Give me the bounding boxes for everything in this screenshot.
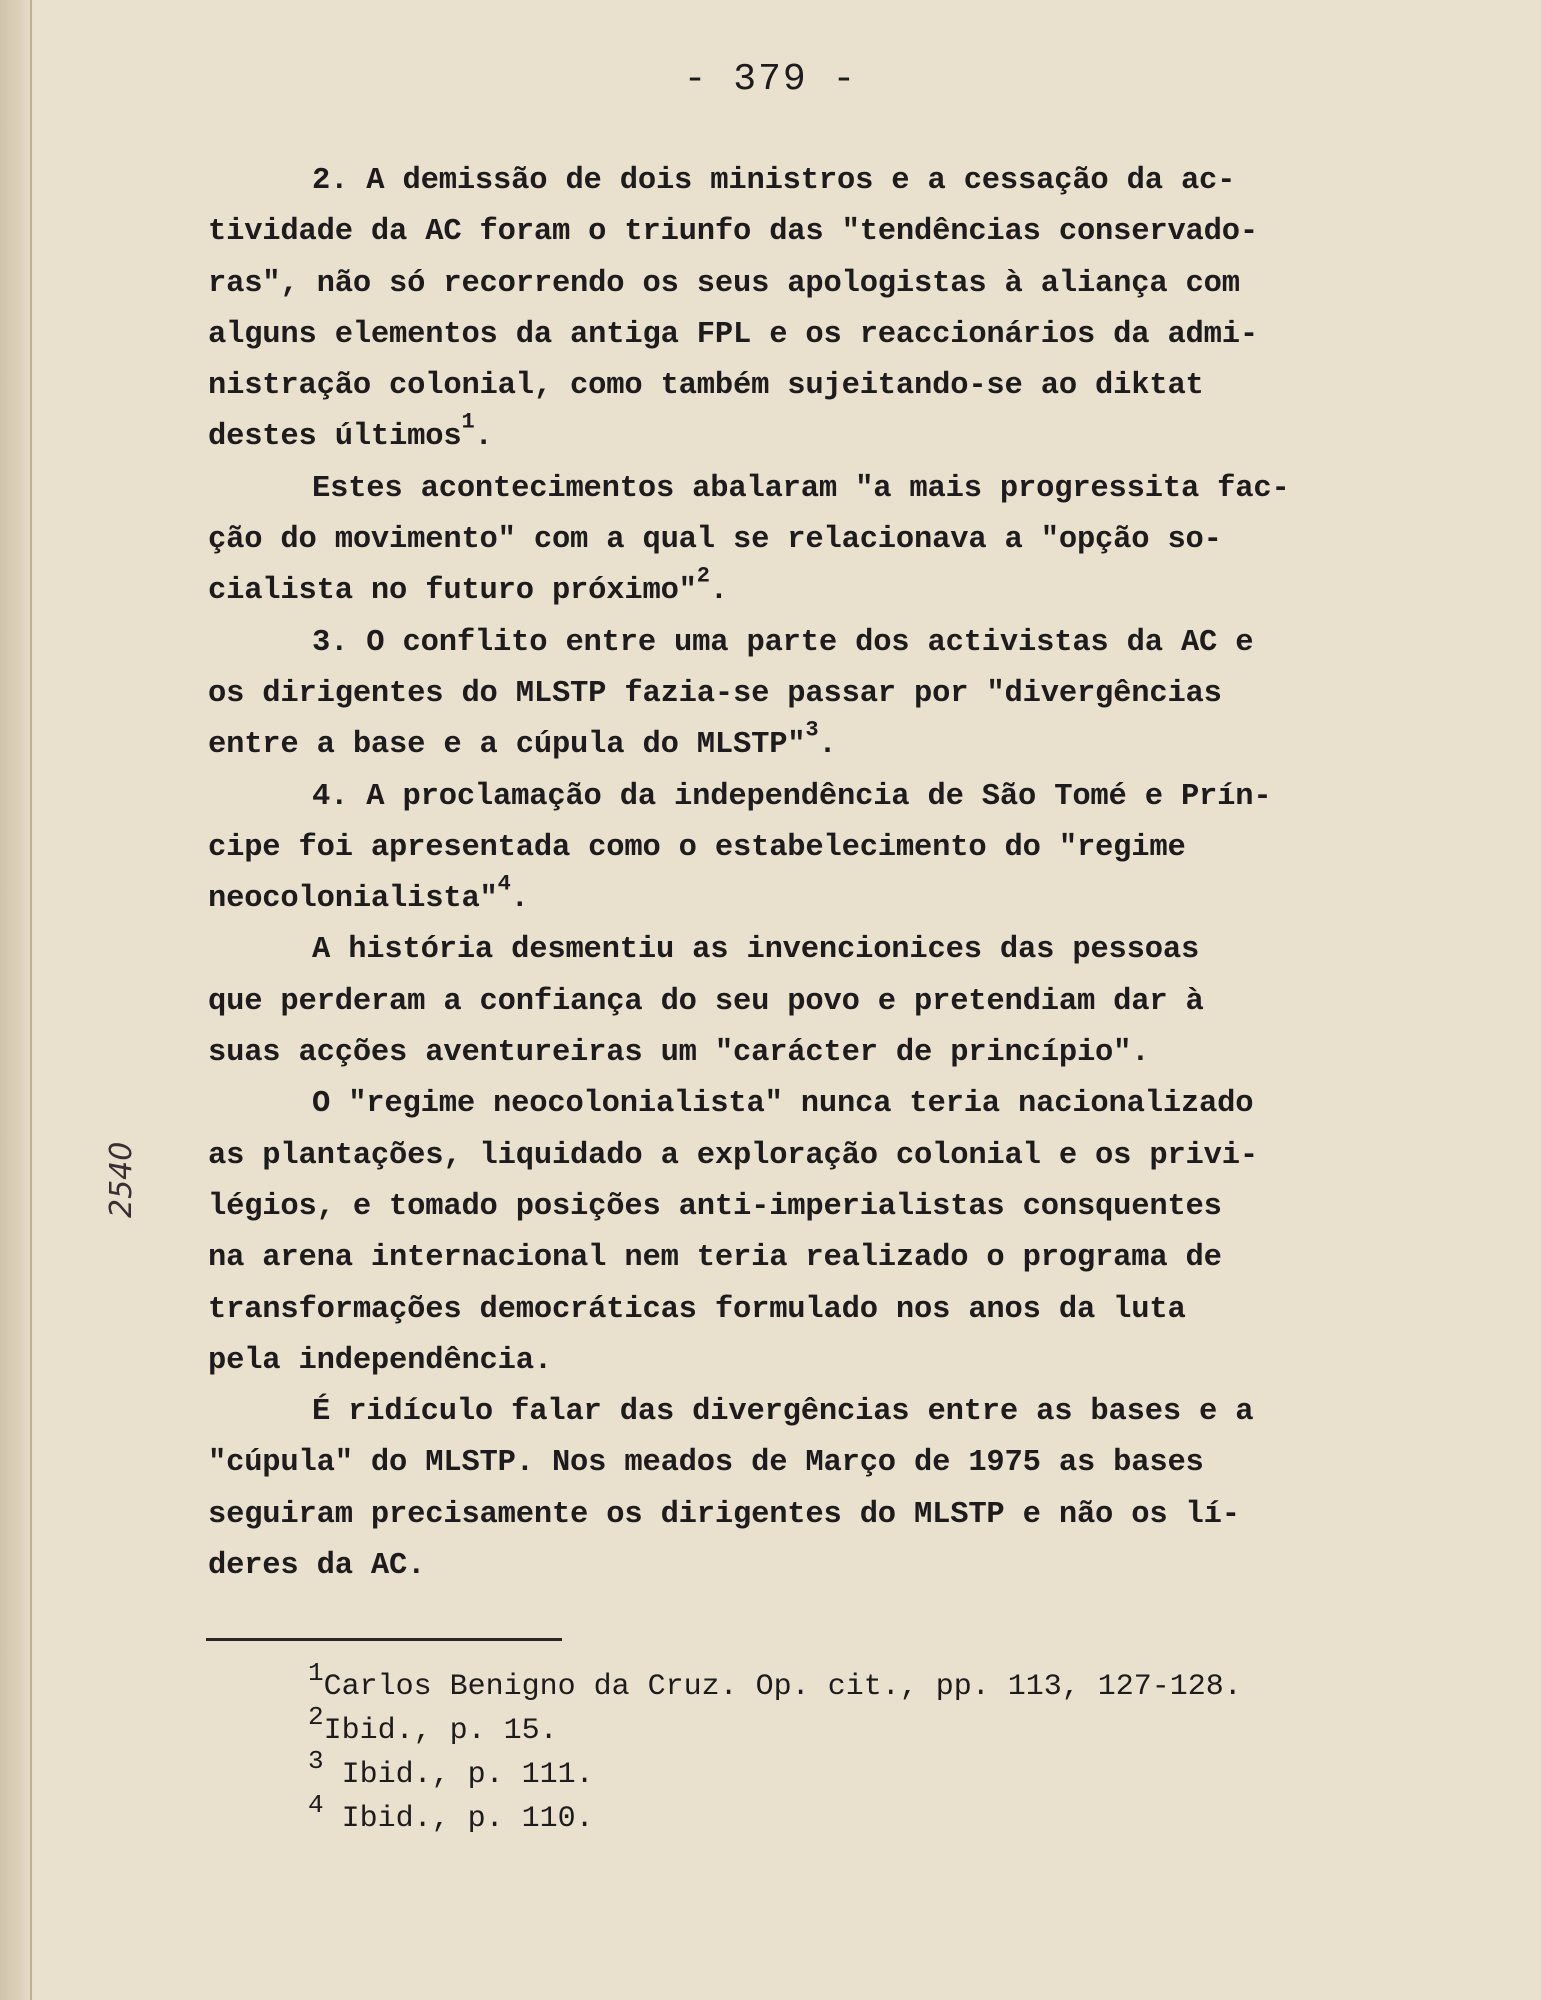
text-line [208, 1131, 1428, 1182]
text-line-content: entre a base e a cúpula do MLSTP" [208, 728, 806, 763]
text-line [208, 464, 1428, 515]
text-line-content: ção do movimento" com a qual se relacionava a "opção so- [208, 523, 1222, 558]
text-line [208, 618, 1428, 669]
text-line [208, 1285, 1428, 1336]
text-line-punctuation: . [818, 728, 837, 763]
text-line-content: pela independência. [208, 1343, 552, 1378]
text-line-content: 4. A proclamação da independência de São Tomé e Prín- [312, 779, 1272, 814]
text-line-content: alguns elementos da antiga FPL e os reaccionários da admi- [208, 317, 1258, 352]
text-line [208, 259, 1428, 310]
footnote: 3 Ibid., p. 111. [308, 1745, 594, 1792]
text-line-content: cialista no futuro próximo" [208, 574, 697, 609]
text-line-content: as plantações, liquidado a exploração colonial e os privi- [208, 1138, 1258, 1173]
text-line-content: "cúpula" do MLSTP. Nos meados de Março de 1975 as bases [208, 1446, 1204, 1481]
text-line-content: É ridículo falar das divergências entre as bases e a [312, 1395, 1254, 1430]
text-line [208, 717, 1428, 771]
margin-handwritten-note: 2540 [104, 1141, 139, 1218]
text-line-punctuation: . [510, 882, 529, 917]
text-line-content: tividade da AC foram o triunfo das "tendências conservado- [208, 215, 1258, 250]
text-line-content: 3. O conflito entre uma parte dos activistas da AC e [312, 625, 1254, 660]
text-line-content: os dirigentes do MLSTP fazia-se passar por "divergências [208, 676, 1222, 711]
text-line [208, 310, 1428, 361]
text-line [208, 669, 1428, 720]
footnote-text: Ibid., p. 111. [323, 1758, 594, 1792]
text-line-content: deres da AC. [208, 1549, 426, 1584]
text-line-content: transformações democráticas formulado nos anos da luta [208, 1292, 1186, 1327]
text-line [208, 1438, 1428, 1489]
footnote: 2Ibid., p. 15. [308, 1701, 558, 1748]
footnote: 4 Ibid., p. 110. [308, 1789, 594, 1836]
text-line-content: seguiram precisamente os dirigentes do MLSTP e não os lí- [208, 1497, 1240, 1532]
text-line-content: légios, e tomado posições anti-imperialistas consquentes [208, 1189, 1222, 1224]
text-line-content: A história desmentiu as invencionices das pessoas [312, 933, 1200, 968]
page-number: - 379 - [683, 58, 858, 101]
text-line-content: neocolonialista" [208, 882, 498, 917]
text-line [208, 156, 1428, 207]
text-line [208, 1490, 1428, 1541]
text-line-content: cipe foi apresentada como o estabelecimento do "regime [208, 830, 1186, 865]
text-line-content: na arena internacional nem teria realizado o programa de [208, 1241, 1222, 1276]
text-line-content: Estes acontecimentos abalaram "a mais progressita fac- [312, 471, 1290, 506]
text-line [208, 1336, 1428, 1387]
text-line [208, 1541, 1428, 1592]
footnote-text: Ibid., p. 110. [323, 1802, 594, 1836]
footnote-reference: 2 [696, 563, 710, 589]
footnotes [308, 1657, 1458, 1841]
text-line [208, 871, 1428, 925]
text-line [208, 515, 1428, 566]
footnote-separator [206, 1638, 562, 1641]
footnote-text: Ibid., p. 15. [323, 1714, 558, 1748]
footnote-reference: 1 [461, 409, 475, 435]
text-line [208, 1387, 1428, 1438]
text-line-content: destes últimos [208, 420, 462, 455]
text-line [208, 772, 1428, 823]
body-text [208, 156, 1428, 1592]
page-binding-edge [0, 0, 34, 2000]
text-line-punctuation: . [709, 574, 728, 609]
text-line-punctuation: . [474, 420, 493, 455]
text-line-content: 2. A demissão de dois ministros e a cessação da ac- [312, 164, 1236, 198]
text-line-content: O "regime neocolonialista" nunca teria nacionalizado [312, 1087, 1254, 1122]
text-line [208, 207, 1428, 258]
text-line [208, 409, 1428, 463]
text-line-content: suas acções aventureiras um "carácter de princípio". [208, 1036, 1150, 1071]
text-line [208, 361, 1428, 412]
text-line [208, 1233, 1428, 1284]
text-line [208, 563, 1428, 617]
footnote-reference: 4 [497, 871, 511, 897]
footnote-text: Carlos Benigno da Cruz. Op. cit., pp. 113, 127-128. [323, 1670, 1242, 1704]
text-line [208, 823, 1428, 874]
text-line [208, 977, 1428, 1028]
text-line [208, 1079, 1428, 1130]
text-line [208, 1182, 1428, 1233]
text-line-content: nistração colonial, como também sujeitando-se ao diktat [208, 369, 1204, 404]
footnote-reference: 3 [805, 717, 819, 743]
text-line [208, 1028, 1428, 1079]
footnote: 1Carlos Benigno da Cruz. Op. cit., pp. 113, 127-128. [308, 1657, 1242, 1704]
text-line-content: que perderam a confiança do seu povo e pretendiam dar à [208, 984, 1204, 1019]
text-line-content: ras", não só recorrendo os seus apologistas à aliança com [208, 266, 1240, 301]
text-line [208, 925, 1428, 976]
